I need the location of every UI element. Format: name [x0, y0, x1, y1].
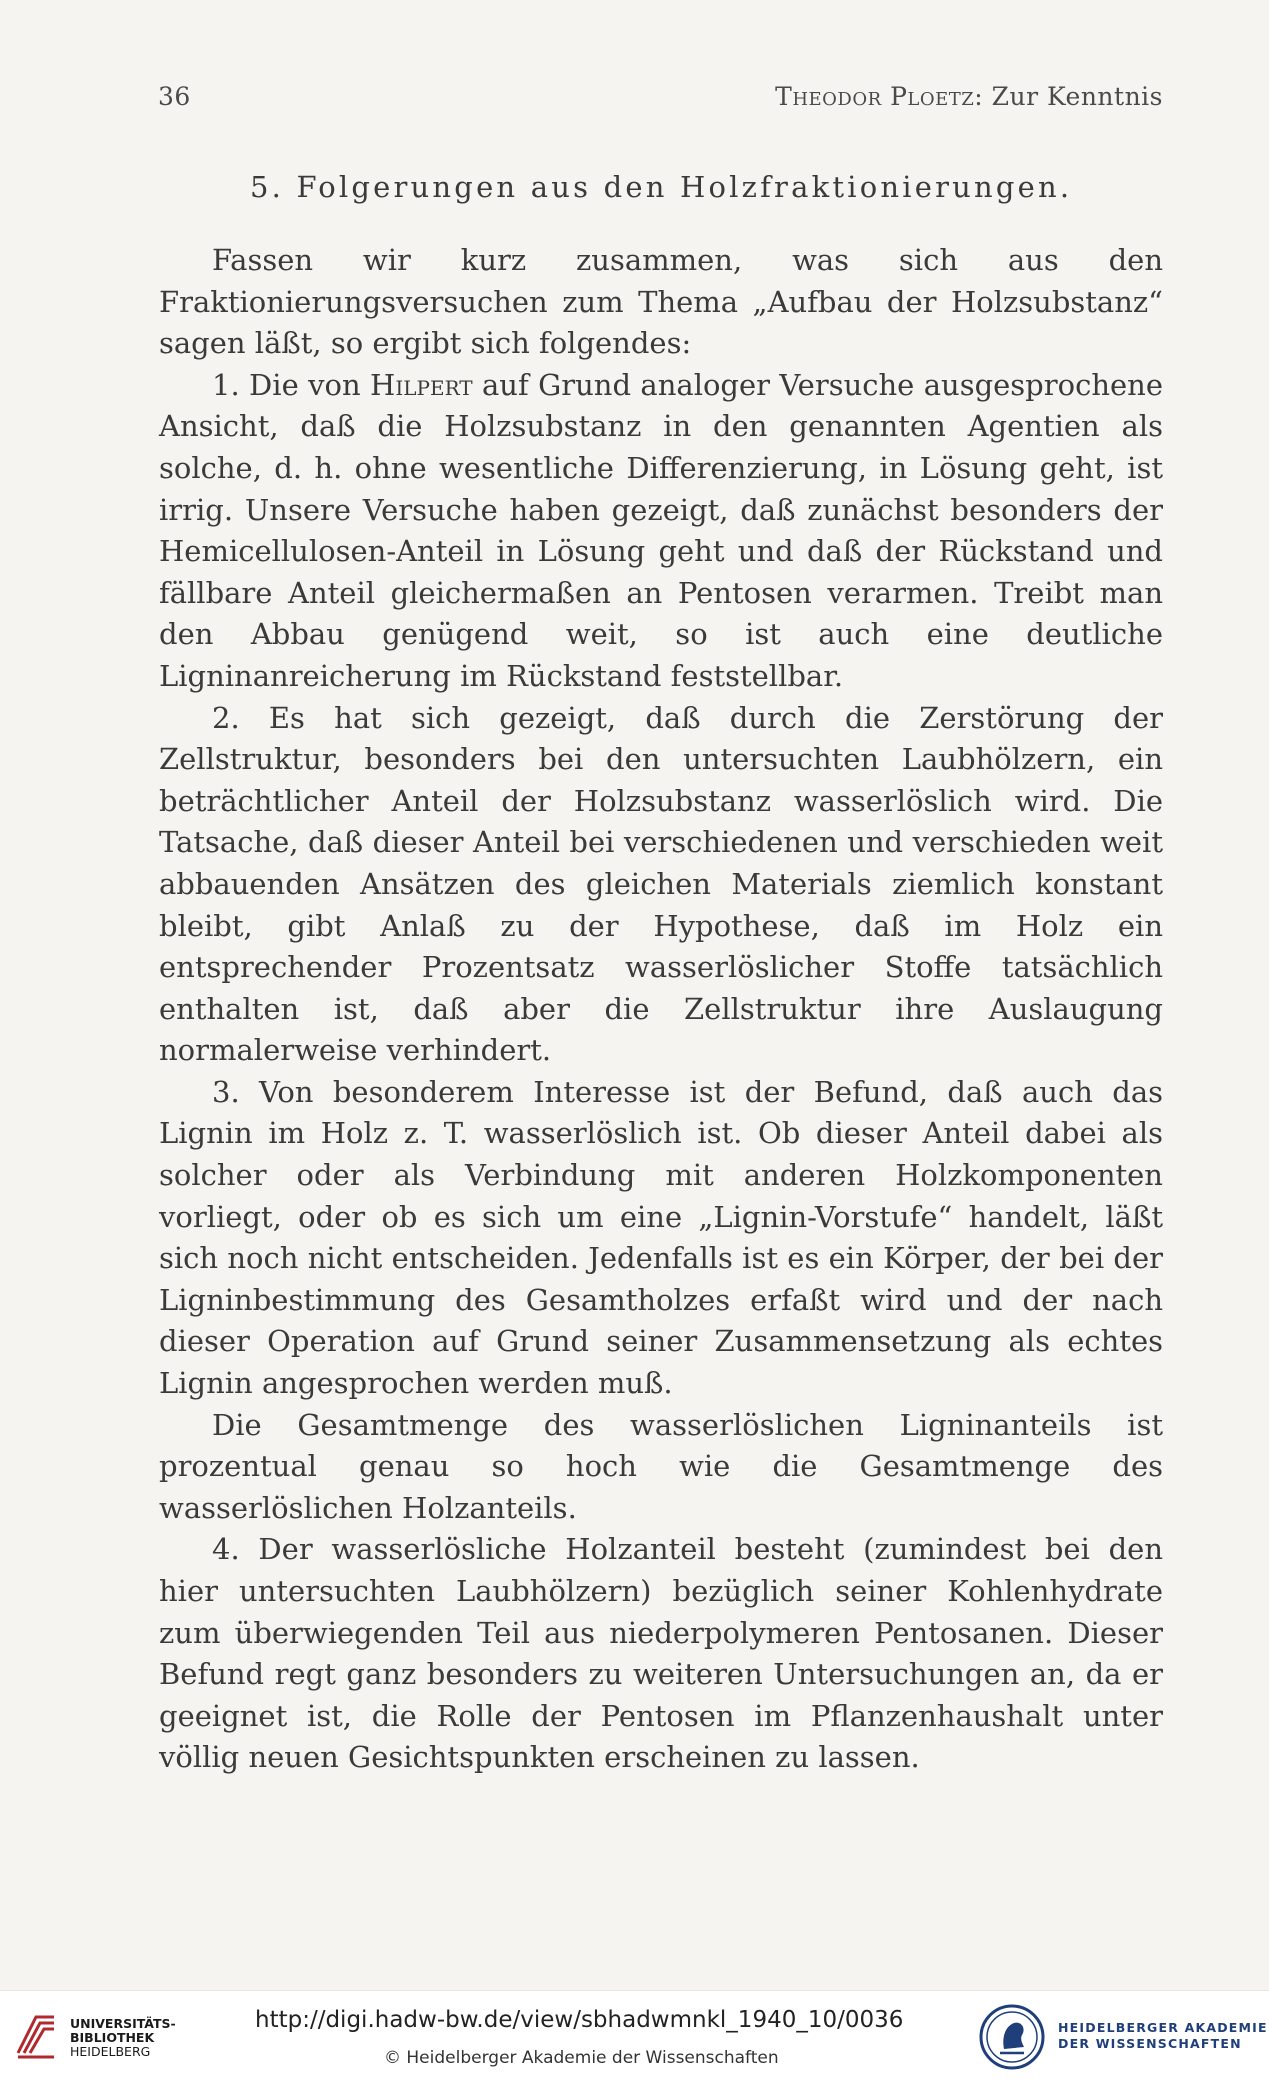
- section-heading: 5. Folgerungen aus den Holzfraktionierungen.: [250, 170, 1073, 204]
- university-library-name: [70, 2017, 176, 2059]
- paragraph-2: 2. Es hat sich gezeigt, daß durch die Zerstörung der Zellstruktur, besonders bei den untersuchten Laubhölzern, ein beträchtlicher Anteil der Holzsubstanz wasserlöslich wird. Die Tatsache, daß dieser Anteil bei verschiedenen und verschieden weit abbauenden Ansätzen des gleichen Materials ziemlich konstant bleibt, gibt Anlaß zu der Hypothese, daß im Holz ein entsprechender Prozentsatz wasserlöslicher Stoffe tatsächlich enthalten ist, daß aber die Zellstruktur ihre Auslaugung normalerweise verhindert.: [159, 700, 1163, 1068]
- paragraph-1-start: 1. Die von: [212, 367, 371, 402]
- paragraph-1-rest: auf Grund analoger Versuche ausgesprochene Ansicht, daß die Holzsubstanz in den genannten Agentien als solche, d. h. ohne wesentliche Differenzierung, in Lösung geht, ist irrig. Unsere Versuche haben gezeigt, daß zunächst besonders der Hemicellulosen-Anteil in Lösung geht und daß der Rückstand und fällbare Anteil gleichermaßen an Pentosen verarmen. Treibt man den Abbau genügend weit, so ist auch eine deutliche Ligninanreicherung im Rückstand feststellbar.: [159, 367, 1163, 693]
- academy-seal-icon: [978, 2003, 1046, 2071]
- paragraph-3: 3. Von besonderem Interesse ist der Befund, daß auch das Lignin im Holz z. T. wasserlöslich ist. Ob dieser Anteil dabei als solcher oder als Verbindung mit anderen Holzkomponenten vorliegt, oder ob es sich um eine „Lignin-Vorstufe“ handelt, läßt sich noch nicht entscheiden. Jedenfalls ist es ein Körper, der bei der Ligninbestimmung des Gesamtholzes erfaßt wird und der nach dieser Operation auf Grund seiner Zusammensetzung als echtes Lignin angesprochen werden muß.: [159, 1074, 1163, 1401]
- page-number: 36: [158, 82, 191, 111]
- academy-line-1: HEIDELBERGER AKADEMIE: [1058, 2020, 1268, 2035]
- paragraph-4: 4. Der wasserlösliche Holzanteil besteht (zumindest bei den hier untersuchten Laubhölzern) bezüglich seiner Kohlenhydrate zum überwiegenden Teil aus niederpolymeren Pentosanen. Dieser Befund regt ganz besonders zu weiteren Untersuchungen an, da er geeignet ist, die Rolle der Pentosen im Pflanzenhaushalt unter völlig neuen Gesichtspunkten erscheinen zu lassen.: [159, 1532, 1163, 1775]
- paragraph-3b: Die Gesamtmenge des wasserlöslichen Ligninanteils ist prozentual genau so hoch wie die Gesamtmenge des wasserlöslichen Holzanteils.: [159, 1407, 1163, 1525]
- academy-name: [1058, 2020, 1268, 2052]
- permalink-url[interactable]: http://digi.hadw-bw.de/view/sbhadwmnkl_1940_10/0036: [255, 2007, 904, 2033]
- university-library-logo-icon: [14, 2009, 58, 2065]
- running-title: [775, 82, 1163, 111]
- running-title-suffix: : Zur Kenntnis: [974, 82, 1163, 111]
- author-name-hilpert: Hilpert: [370, 367, 473, 402]
- library-line-1: UNIVERSITÄTS-: [70, 2016, 176, 2031]
- library-line-2: BIBLIOTHEK: [70, 2030, 155, 2045]
- running-title-author: Theodor Ploetz: [775, 82, 975, 111]
- paragraph-intro: Fassen wir kurz zusammen, was sich aus den Fraktionierungsversuchen zum Thema „Aufbau der Holzsubstanz“ sagen läßt, so ergibt sich folgendes:: [159, 243, 1163, 361]
- copyright-notice: © Heidelberger Akademie der Wissenschaften: [384, 2048, 779, 2068]
- footer-bar: [0, 1990, 1269, 2085]
- academy-line-2: DER WISSENSCHAFTEN: [1058, 2036, 1242, 2051]
- body-text: [159, 240, 1163, 1779]
- library-line-3: HEIDELBERG: [70, 2044, 151, 2059]
- running-head: [158, 82, 1163, 118]
- paragraph-1: [159, 365, 1163, 698]
